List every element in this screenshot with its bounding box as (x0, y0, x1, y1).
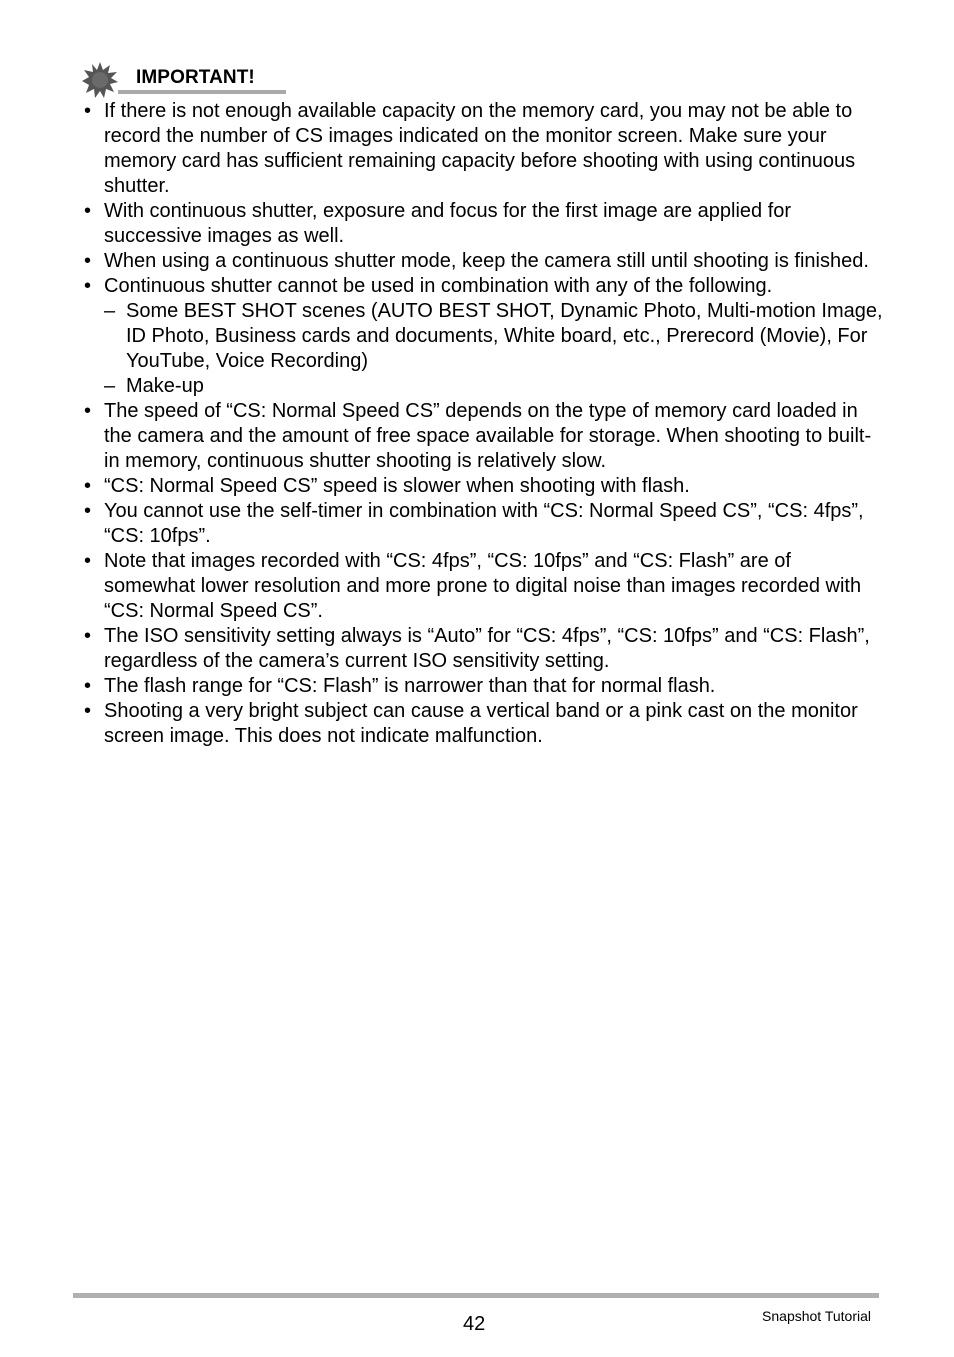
bullet-marker: • (84, 275, 92, 297)
sub-list-item-text: Some BEST SHOT scenes (AUTO BEST SHOT, Dynamic Photo, Multi-motion Image, ID Photo, Business cards and documents, White board, etc., Prerecord (Movie), For YouTube, Voice Recording) (126, 300, 883, 372)
list-item-text: Continuous shutter cannot be used in combination with any of the following. (104, 275, 773, 297)
page-number: 42 (463, 1313, 486, 1335)
list-item-text: Shooting a very bright subject can cause a vertical band or a pink cast on the monitor screen image. This does not indicate malfunction. (104, 700, 858, 747)
bullet-marker: • (84, 700, 92, 722)
sub-list (104, 299, 884, 399)
important-bullet-list (84, 99, 884, 749)
bullet-marker: • (84, 250, 92, 272)
bullet-marker: • (84, 675, 92, 697)
bullet-marker: • (84, 400, 92, 422)
list-item-text: When using a continuous shutter mode, keep the camera still until shooting is finished. (104, 250, 869, 272)
list-item-text: Note that images recorded with “CS: 4fps”, “CS: 10fps” and “CS: Flash” are of somewhat lower resolution and more prone to digital noise than images recorded with “CS: Normal Speed CS”. (104, 550, 862, 622)
list-item-text: You cannot use the self-timer in combination with “CS: Normal Speed CS”, “CS: 4fps”, “CS: 10fps”. (104, 500, 864, 547)
list-item (84, 274, 884, 399)
list-item (84, 674, 884, 699)
list-item-text: The speed of “CS: Normal Speed CS” depends on the type of memory card loaded in the camera and the amount of free space available for storage. When shooting to built-in memory, continuous shutter shooting is relatively slow. (104, 400, 872, 472)
bullet-marker: • (84, 550, 92, 572)
list-item (84, 474, 884, 499)
list-item-text: “CS: Normal Speed CS” speed is slower when shooting with flash. (104, 475, 690, 497)
list-item (84, 549, 884, 624)
list-item-text: The flash range for “CS: Flash” is narrower than that for normal flash. (104, 675, 716, 697)
footer-rule (73, 1293, 879, 1298)
section-name: Snapshot Tutorial (762, 1308, 871, 1324)
bullet-marker: • (84, 500, 92, 522)
burst-icon (82, 62, 118, 98)
list-item (84, 699, 884, 749)
list-item-text: The ISO sensitivity setting always is “Auto” for “CS: 4fps”, “CS: 10fps” and “CS: Flash”, regardless of the camera’s current ISO sensitivity setting. (104, 625, 870, 672)
list-item (84, 499, 884, 549)
important-label: IMPORTANT! (136, 67, 255, 88)
list-item (84, 199, 884, 249)
list-item (84, 249, 884, 274)
important-header (82, 62, 286, 94)
bullet-marker: • (84, 475, 92, 497)
important-underline (118, 90, 286, 94)
list-item (84, 399, 884, 474)
dash-marker: – (104, 375, 116, 397)
bullet-marker: • (84, 200, 92, 222)
list-item-text: With continuous shutter, exposure and focus for the first image are applied for successive images as well. (104, 200, 792, 247)
sub-list-item (104, 374, 884, 399)
bullet-marker: • (84, 100, 92, 122)
sub-list-item (104, 299, 884, 374)
list-item (84, 99, 884, 199)
bullet-marker: • (84, 625, 92, 647)
list-item-text: If there is not enough available capacity on the memory card, you may not be able to record the number of CS images indicated on the monitor screen. Make sure your memory card has sufficient remaining capacity before shooting with using continuous shutter. (104, 100, 856, 197)
dash-marker: – (104, 300, 116, 322)
list-item (84, 624, 884, 674)
sub-list-item-text: Make-up (126, 375, 204, 397)
